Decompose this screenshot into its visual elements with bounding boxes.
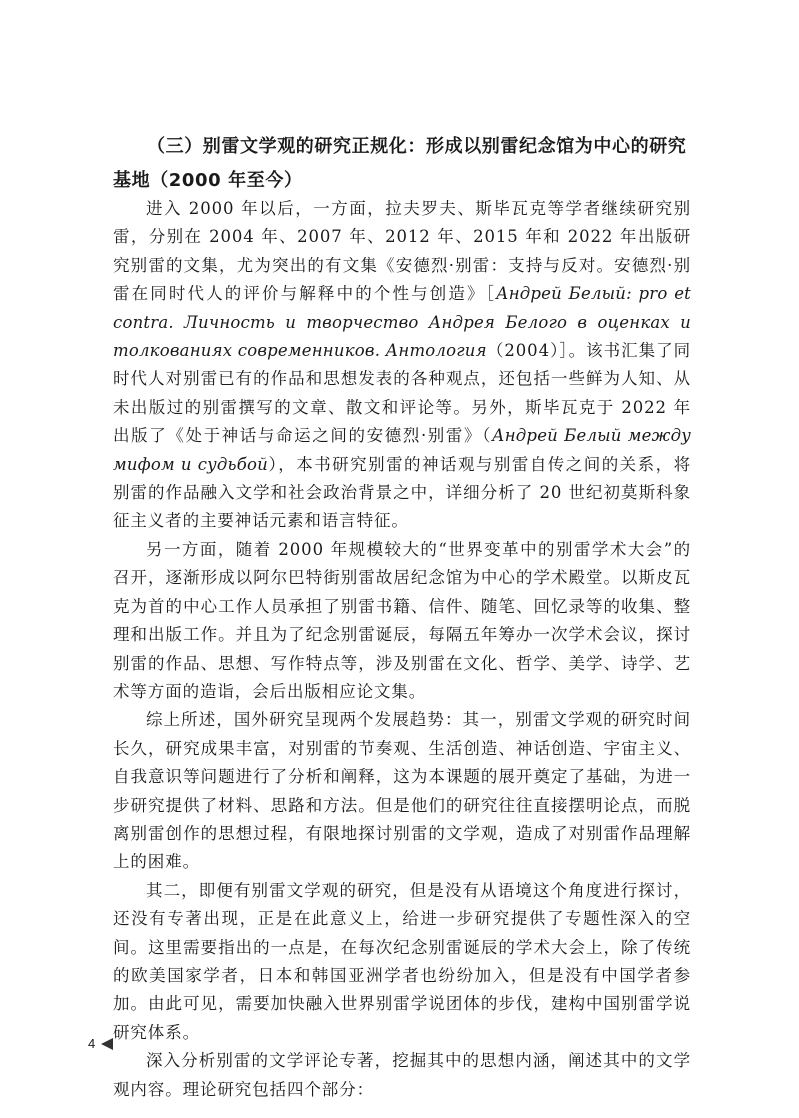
paragraph-1-text-c: ），本书研究别雷的神话观与别雷自传之间的关系，将别雷的作品融入文学和社会政治背景之中，详细分析了 20 世纪初莫斯科象征主义者的主要神话元素和语言特征。 [113,454,691,531]
left-triangle-icon [101,1038,113,1050]
paragraph-4: 其二，即便有别雷文学观的研究，但是没有从语境这个角度进行探讨，还没有专著出现，正是在此意义上，给进一步研究提供了专题性深入的空间。这里需要指出的一点是，在每次纪念别雷诞辰的学术大会上，除了传统的欧美国家学者，日本和韩国亚洲学者也纷纷加入，但是没有中国学者参加。由此可见，需要加快融入世界别雷学说团体的步伐，建构中国别雷学说研究体系。 [113,880,691,1042]
russian-title-anthology: Андрей Белый: pro et contra. Личность и творчество Андрея Белого в оценках и толкованиях современников. Антология [113,284,692,361]
page-footer [88,1036,113,1051]
russian-title-myth-fate: Андрей Белый между мифом и судьбой [113,426,691,474]
paragraph-3: 综上所述，国外研究呈现两个发展趋势：其一，别雷文学观的研究时间长久，研究成果丰富，对别雷的节奏观、生活创造、神话创造、宇宙主义、自我意识等问题进行了分析和阐释，这为本课题的展开奠定了基础，为进一步研究提供了材料、思路和方法。但是他们的研究往往直接摆明论点，而脱离别雷创作的思想过程，有限地探讨别雷的文学观，造成了对别雷作品理解上的困难。 [113,710,691,872]
section-heading: （三）别雷文学观的研究正规化：形成以别雷纪念馆为中心的研究基地（2000 年至今） [113,136,687,191]
page-number: 4 [88,1036,96,1051]
paragraph-1 [113,195,691,536]
paragraph-1-text-b: （2004）］。该书汇集了同时代人对别雷已有的作品和思想发表的各种观点，还包括一些鲜为人知、从未出版过的别雷撰写的文章、散文和评论等。另外，斯毕瓦克于 2022 年出版了《处于神话与命运之间的安德烈·别雷》（ [113,341,691,446]
paragraph-1-text-a: 进入 2000 年以后，一方面，拉夫罗夫、斯毕瓦克等学者继续研究别雷，分别在 2004 年、2007 年、2012 年、2015 年和 2022 年出版研究别雷的文集，尤为突出的有文集《安德烈·别雷：支持与反对。安德烈·别雷在同时代人的评价与解释中的个性与创造》［ [113,199,691,304]
paragraph-2: 另一方面，随着 2000 年规模较大的“世界变革中的别雷学术大会”的召开，逐渐形成以阿尔巴特街别雷故居纪念馆为中心的学术殿堂。以斯皮瓦克为首的中心工作人员承担了别雷书籍、信件、随笔、回忆录等的收集、整理和出版工作。并且为了纪念别雷诞辰，每隔五年筹办一次学术会议，探讨别雷的作品、思想、写作特点等，涉及别雷在文化、哲学、美学、诗学、艺术等方面的造诣，会后出版相应论文集。 [113,539,691,701]
paragraph-5: 深入分析别雷的文学评论专著，挖掘其中的思想内涵，阐述其中的文学观内容。理论研究包括四个部分： [113,1051,691,1099]
body-text [113,195,691,1104]
